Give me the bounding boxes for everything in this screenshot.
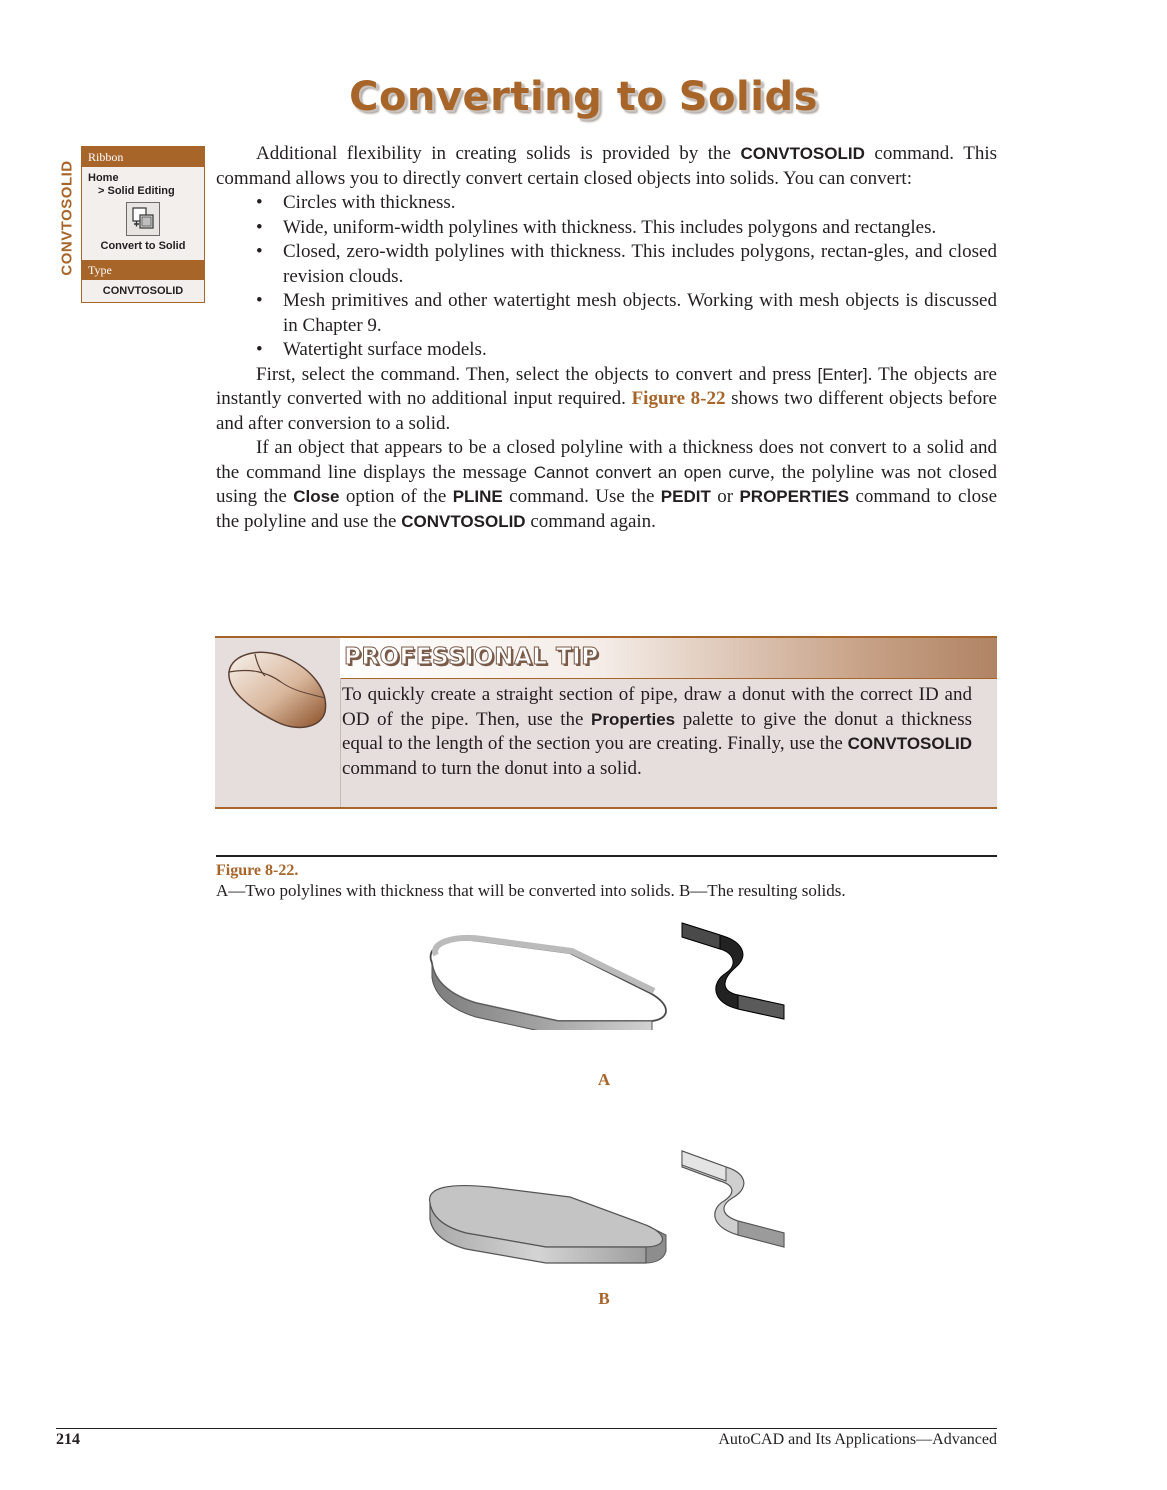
figure-part-b-illustration <box>420 1143 800 1273</box>
list-item: • Circles with thickness. <box>216 191 997 216</box>
ribbon-header: Ribbon <box>82 147 204 167</box>
book-title: AutoCAD and Its Applications—Advanced <box>718 1431 997 1448</box>
page-title: Converting to Solids <box>349 74 818 120</box>
figure-reference-link[interactable]: Figure 8-22 <box>631 388 726 409</box>
figure-divider <box>216 855 997 857</box>
professional-tip-box <box>215 636 997 809</box>
mouse-icon <box>221 642 333 737</box>
figure-part-b-label: B <box>598 1289 610 1308</box>
tip-text: To quickly create a straight section of pipe, draw a donut with the correct ID and OD of the pipe. Then, use the Properties palette to give the donut a thickness equal to the length of the section you are creating. Finally, use the CONVTOSOLID command to turn the donut into a solid. <box>342 684 972 779</box>
figure-caption: A—Two polylines with thickness that will be converted into solids. B—The resulting solids. <box>216 881 846 900</box>
convertible-objects-list <box>216 191 997 363</box>
figure-label: Figure 8-22. <box>216 862 299 879</box>
figure-part-a-label: A <box>597 1070 611 1089</box>
list-item: • Wide, uniform-width polylines with thickness. This includes polygons and rectangles. <box>216 216 997 241</box>
type-header: Type <box>82 260 204 280</box>
page-number: 214 <box>56 1431 80 1448</box>
main-body <box>216 142 997 534</box>
paragraph-intro: Additional flexibility in creating solids is provided by the CONVTOSOLID command. This command allows you to directly convert certain closed objects into solids. You can convert: <box>216 143 997 189</box>
figure-part-a-illustration <box>420 915 800 1035</box>
type-command: CONVTOSOLID <box>82 280 204 302</box>
ribbon-path-home: Home <box>88 172 119 184</box>
tip-header <box>340 638 997 679</box>
tip-divider <box>340 678 341 807</box>
ribbon-path-panel: > Solid Editing <box>98 185 175 197</box>
sidebar-command-label: CONVTOSOLID <box>58 160 76 276</box>
paragraph-usage: First, select the command. Then, select the objects to convert and press [Enter]. The objects are instantly converted with no additional input required. Figure 8-22 shows two different objects before and after conversion to a solid. <box>216 363 997 434</box>
footer-divider <box>56 1428 997 1429</box>
list-item: • Watertight surface models. <box>216 338 997 363</box>
convert-to-solid-icon <box>126 202 160 236</box>
paragraph-troubleshoot: If an object that appears to be a closed polyline with a thickness does not convert to a solid and the command line displays the message Cannot convert an open curve, the polyline was not closed using the Close option of the PLINE command. Use the PEDIT or PROPERTIES command to close the polyline and use the CONVTOSOLID command again. <box>216 437 997 532</box>
tip-title: PROFESSIONAL TIP <box>344 644 599 670</box>
ribbon-button-label: Convert to Solid <box>100 240 186 252</box>
list-item: • Closed, zero-width polylines with thickness. This includes polygons, rectan-gles, and closed revision clouds. <box>216 240 997 289</box>
list-item: • Mesh primitives and other watertight mesh objects. Working with mesh objects is discussed in Chapter 9. <box>216 289 997 338</box>
ribbon-access-box <box>81 146 205 303</box>
